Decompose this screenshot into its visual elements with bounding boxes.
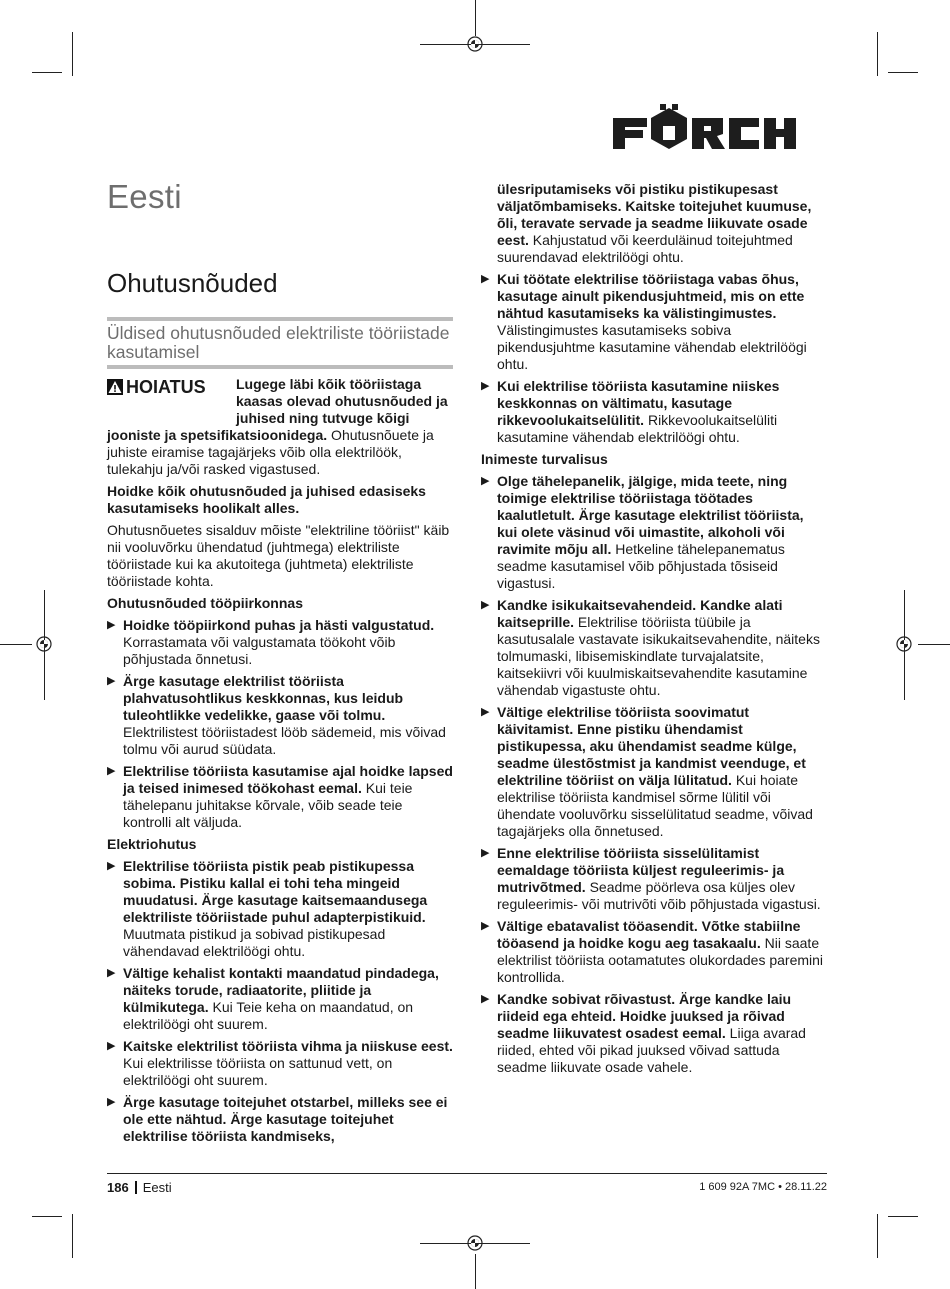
list-item: ▶ Kandke isikukaitsevahendeid. Kandke alati kaitseprille. Elektrilise tööriista tüübile ja kasutusalale vastavate isikukaitsevahendite, näiteks tolmumaski, libisemiskindlate turvajalatsite, kaitsekiivri või kuulmiskaitsevahendite kasutamine vähendab vigastuste ohtu. xyxy=(481,597,820,698)
crop-mark xyxy=(888,72,918,73)
triangle-right-icon: ▶ xyxy=(107,860,116,872)
footer-separator xyxy=(135,1181,137,1194)
language-title: Eesti xyxy=(107,178,182,215)
workplace-heading: Ohutusnõuded tööpiirkonnas xyxy=(107,595,303,611)
triangle-right-icon: ▶ xyxy=(481,273,490,285)
crop-mark xyxy=(72,1214,73,1258)
crop-mark xyxy=(32,72,62,73)
triangle-right-icon: ▶ xyxy=(481,475,490,487)
section-title: Ohutusnõuded xyxy=(107,268,278,298)
registration-mark-icon xyxy=(462,31,488,57)
list-item: ▶ Elektrilise tööriista kasutamise ajal hoidke lapsed ja teised inimesed töökohast eemal. Kui teie tähelepanu juhitakse kõrvale, võib seade teie kontrolli alt väljuda. xyxy=(107,763,453,830)
list-item: ▶ Kandke sobivat rõivastust. Ärge kandke laiu riideid ega ehteid. Hoidke juuksed ja rõivad seadme liikuvatest osadest eemal. Liiga avarad riided, ehted või pikad juuksed võivad sattuda seadme liikuvate osade vahele. xyxy=(481,991,806,1075)
keep-instructions: Hoidke kõik ohutusnõuded ja juhised edasiseks kasutamiseks hoolikalt alles. xyxy=(107,483,426,516)
definition-text: Ohutusnõuetes sisalduv mõiste "elektriline tööriist" käib nii vooluvõrku ühendatud (juhtmega) elektriliste tööriistade kui ka akutoitega (juhtmeta) elektriliste tööriistade kohta. xyxy=(107,522,450,589)
list-item: ▶ Kaitske elektrilist tööriista vihma ja niiskuse eest. Kui elektrilisse tööriista on sattunud vett, on elektrilöögi oht suurem. xyxy=(107,1038,453,1088)
forch-logo xyxy=(613,104,828,150)
document-code: 1 609 92A 7MC • 28.11.22 xyxy=(699,1181,827,1193)
footer-rule xyxy=(107,1173,827,1174)
list-item: ▶ Ärge kasutage elektrilist tööriista plahvatusohtlikus keskkonnas, kus leidub tuleohtlikke vedelikke, gaase või tolmu. Elektrilistest tööriistadest lööb sädemeid, mis võivad tolmu või aurud süüdata. xyxy=(107,673,446,757)
logo-text: FÖRCH xyxy=(613,104,617,105)
triangle-right-icon: ▶ xyxy=(481,380,490,392)
triangle-right-icon: ▶ xyxy=(481,599,490,611)
crop-mark xyxy=(32,1216,62,1217)
triangle-right-icon: ▶ xyxy=(107,765,116,777)
warning-lead-text: Ohutusnõuete ja juhiste eiramise tagajärjeks võib olla elektrilöök, tulekahju ja/või rasked vigastused. xyxy=(107,427,434,477)
footer-page-info xyxy=(107,1180,172,1195)
registration-mark-icon xyxy=(891,631,917,657)
left-column xyxy=(107,376,453,1150)
subsection-title: Üldised ohutusnõuded elektriliste tööriistade kasutamisel xyxy=(107,323,450,362)
list-item: ▶ Hoidke tööpiirkond puhas ja hästi valgustatud. Korrastamata või valgustamata töökoht võib põhjustada õnnetusi. xyxy=(107,617,435,667)
triangle-right-icon: ▶ xyxy=(107,1040,116,1052)
list-item: ▶ Kui elektrilise tööriista kasutamine niiskes keskkonnas on vältimatu, kasutage rikkevoolukaitselülitit. Rikkevoolukaitselüliti kasutamine vähendab elektrilöögi ohtu. xyxy=(481,378,780,445)
list-item: ▶ Ärge kasutage toitejuhet otstarbel, milleks see ei ole ette nähtud. Ärge kasutage toitejuhet elektrilise tööriista kandmiseks, xyxy=(107,1094,448,1144)
personal-heading: Inimeste turvalisus xyxy=(481,451,608,467)
crop-mark xyxy=(877,32,878,76)
triangle-right-icon: ▶ xyxy=(481,993,490,1005)
warning-label-text: HOIATUS xyxy=(126,377,206,397)
electrical-heading: Elektriohutus xyxy=(107,836,197,852)
list-item: ▶ Vältige ebatavalist tööasendit. Võtke stabiilne tööasend ja hoidke kogu aeg tasakaalu. Nii saate elektrilist tööriista ootamatutes olukordades paremini kontrollida. xyxy=(481,918,824,985)
list-item: ▶ Kui töötate elektrilise tööriistaga vabas õhus, kasutage ainult pikendusjuhtmeid, mis on ette nähtud kasutamiseks ka välistingimustes. Välistingimustes kasutamiseks sobiva pikendusjuhtme kasutamine vähendab elektrilöögi ohtu. xyxy=(481,271,807,372)
triangle-right-icon: ▶ xyxy=(481,847,490,859)
list-item: ▶ Vältige elektrilise tööriista soovimatut käivitamist. Enne pistiku ühendamist pistikupessa, aku ühendamist seadme külge, seadme ülestõstmist ja kandmist veenduge, et elektriline tööriist on välja lülitatud. Kui hoiate elektrilise tööriista kandmisel sõrme lülitil või ühendate vooluvõrku sisselülitatud seadme, võivad tagajärjeks olla õnnetused. xyxy=(481,704,813,839)
triangle-right-icon: ▶ xyxy=(107,675,116,687)
crop-mark xyxy=(475,1254,476,1289)
subsection-box xyxy=(107,317,453,369)
registration-mark-icon xyxy=(462,1230,488,1256)
warning-block xyxy=(107,376,453,478)
list-item: ▶ Enne elektrilise tööriista sisselülitamist eemaldage tööriista küljest reguleerimis- ja mutrivõtmed. Seadme pöörleva osa küljes olev reguleerimis- või mutrivõti võib põhjustada vigastusi. xyxy=(481,845,821,912)
triangle-right-icon: ▶ xyxy=(107,967,116,979)
footer-language: Eesti xyxy=(142,1180,172,1195)
page-number: 186 xyxy=(107,1180,129,1195)
list-item-continued: ülesriputamiseks või pistiku pistikupesast väljatõmbamiseks. Kaitske toitejuhet kuumuse, õli, teravate servade ja seadme liikuvate osade eest. Kahjustatud või keerduläinud toitejuhtmed suurendavad elektrilöögi ohtu. xyxy=(497,181,812,265)
crop-mark xyxy=(0,644,32,645)
registration-mark-icon xyxy=(31,631,57,657)
crop-mark xyxy=(918,644,950,645)
warning-lead-bold: Lugege läbi kõik tööriistaga kaasas olevad ohutusnõuded ja juhised ning tutvuge kõigi jooniste ja spetsifikatsioonidega. xyxy=(107,376,448,443)
crop-mark xyxy=(877,1214,878,1258)
warning-triangle-icon xyxy=(107,379,123,395)
crop-mark xyxy=(888,1216,918,1217)
list-item: ▶ Vältige kehalist kontakti maandatud pindadega, näiteks torude, radiaatorite, pliitide ja külmikutega. Kui Teie keha on maandatud, on elektrilöögi oht suurem. xyxy=(107,965,439,1032)
triangle-right-icon: ▶ xyxy=(481,706,490,718)
triangle-right-icon: ▶ xyxy=(107,1096,116,1108)
triangle-right-icon: ▶ xyxy=(107,619,116,631)
crop-mark xyxy=(72,32,73,76)
list-item: ▶ Elektrilise tööriista pistik peab pistikupessa sobima. Pistiku kallal ei tohi teha mingeid muudatusi. Ärge kasutage kaitsemaandusega elektriliste tööriistade puhul adapterpistikuid. Muutmata pistikud ja sobivad pistikupesad vähendavad elektrilöögi ohtu. xyxy=(107,858,428,959)
triangle-right-icon: ▶ xyxy=(481,920,490,932)
warning-label xyxy=(107,377,236,411)
list-item: ▶ Olge tähelepanelik, jälgige, mida teete, ning toimige elektrilise tööriistaga töötades kaalutletult. Ärge kasutage elektrilist tööriista, kui olete väsinud või uimastite, alkoholi või ravimite mõju all. Hetkeline tähelepanematus seadme kasutamisel võib põhjustada tõsiseid vigastusi. xyxy=(481,473,804,591)
right-column xyxy=(481,181,827,1081)
